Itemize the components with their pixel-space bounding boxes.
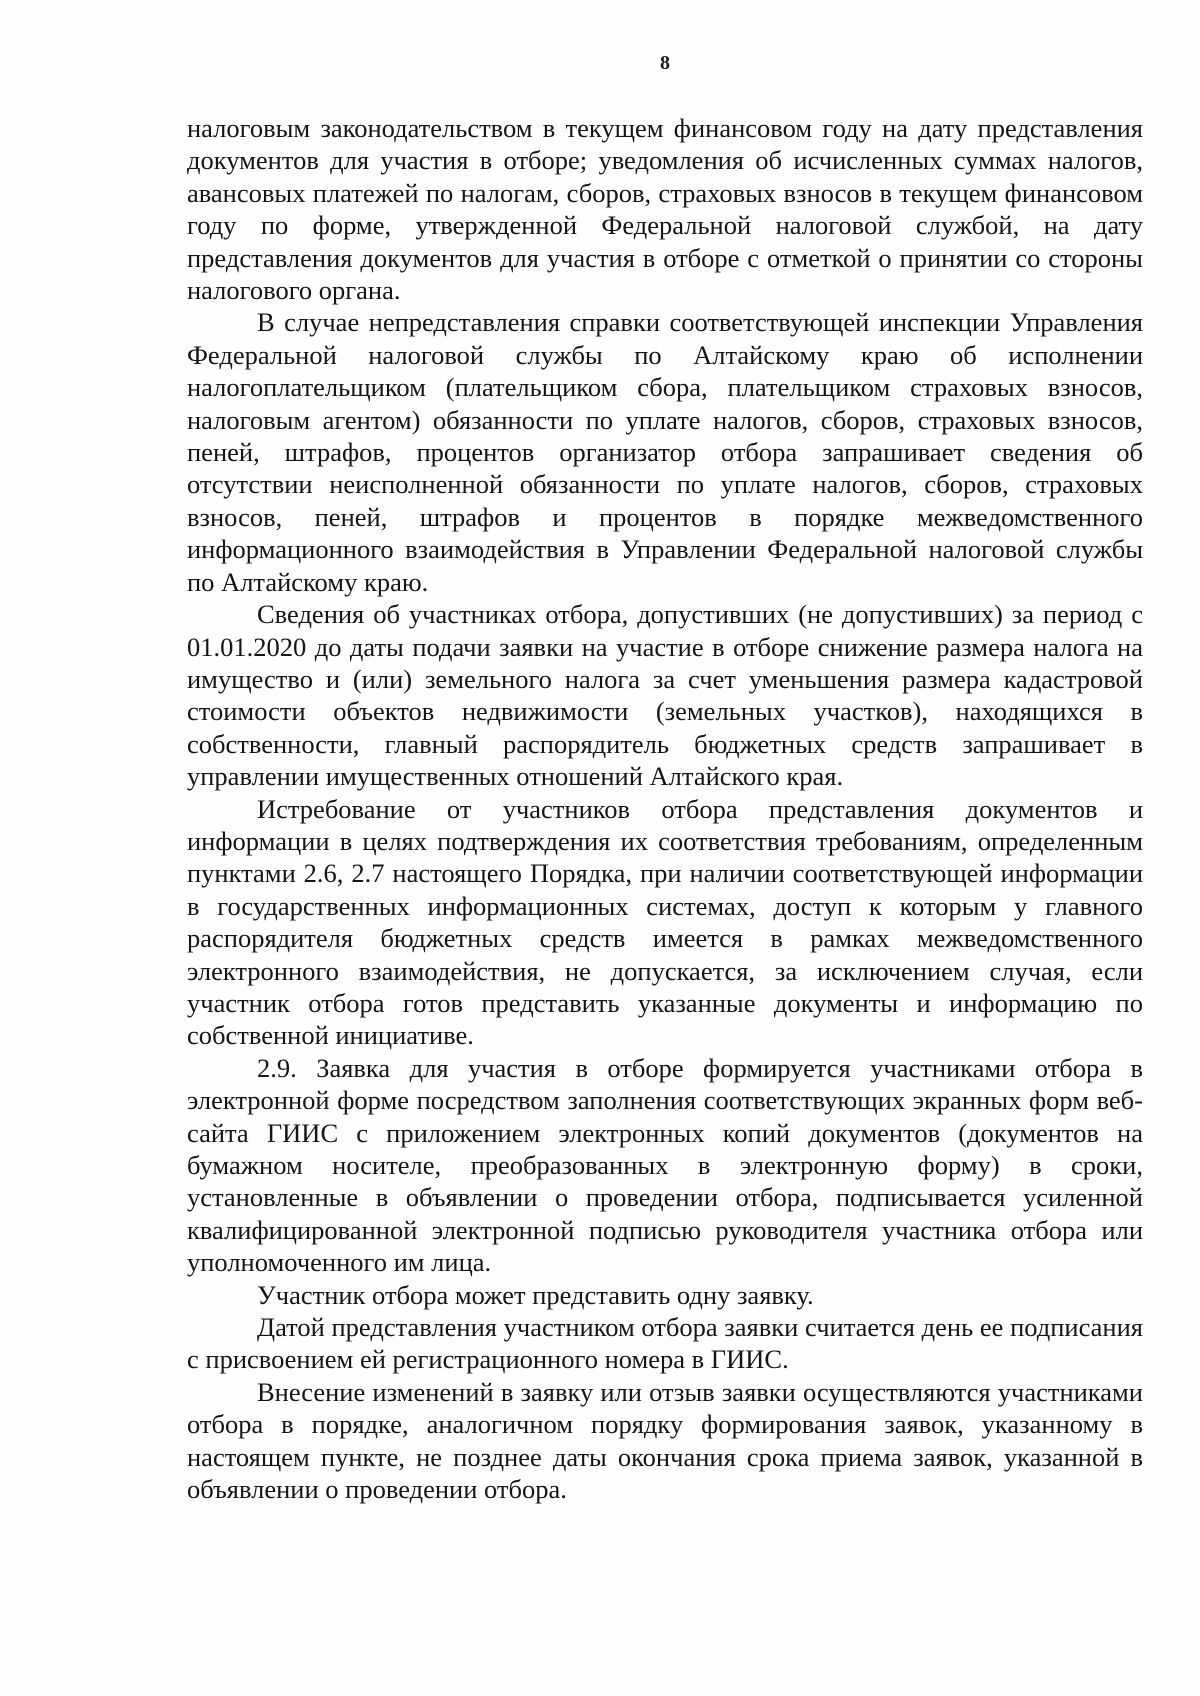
document-body bbox=[187, 112, 1143, 1505]
paragraph-certificate-absence: В случае непредставления справки соответствующей инспекции Управления Федеральной налоговой службы по Алтайскому краю об исполнении налогоплательщиком (плательщиком сбора, плательщиком страховых взносов, налоговым агентом) обязанности по уплате налогов, сборов, страховых взносов, пеней, штрафов, процентов организатор отбора запрашивает сведения об отсутствии неисполненной обязанности по уплате налогов, сборов, страховых взносов, пеней, штрафов и процентов в порядке межведомственного информационного взаимодействия в Управлении Федеральной налоговой службы по Алтайскому краю. bbox=[187, 307, 1143, 597]
paragraph-single-application: Участник отбора может представить одну заявку. bbox=[257, 1279, 814, 1310]
paragraph-tax-legislation-continuation: налоговым законодательством в текущем финансовом году на дату представления документов для участия в отборе; уведомления об исчисленных суммах налогов, авансовых платежей по налогам, сборов, страховых взносов в текущем финансовом году по форме, утвержденной Федеральной налоговой службой, на дату представления документов для участия в отборе с отметкой о принятии со стороны налогового органа. bbox=[187, 113, 1143, 306]
paragraph-application-formation: 2.9. Заявка для участия в отборе формируется участниками отбора в электронной форме посредством заполнения соответствующих экранных форм веб-сайта ГИИС с приложением электронных копий документов (документов на бумажном носителе, преобразованных в электронную форму) в сроки, установленные в объявлении о проведении отбора, подписывается усиленной квалифицированной электронной подписью руководителя участника отбора или уполномоченного им лица. bbox=[187, 1052, 1143, 1278]
paragraph-submission-date: Датой представления участником отбора заявки считается день ее подписания с присвоением ей регистрационного номера в ГИИС. bbox=[187, 1312, 1143, 1375]
paragraph-document-demand-restriction: Истребование от участников отбора представления документов и информации в целях подтверждения их соответствия требованиям, определенным пунктами 2.6, 2.7 настоящего Порядка, при наличии соответствующей информации в государственных информационных системах, доступ к которым у главного распорядителя бюджетных средств имеется в рамках межведомственного электронного взаимодействия, не допускается, за исключением случая, если участник отбора готов представить указанные документы и информацию по собственной инициативе. bbox=[187, 793, 1143, 1051]
paragraph-participant-info-request: Сведения об участниках отбора, допустивших (не допустивших) за период с 01.01.2020 до даты подачи заявки на участие в отборе снижение размера налога на имущество и (или) земельного налога за счет уменьшения размера кадастровой стоимости объектов недвижимости (земельных участков), находящихся в собственности, главный распорядитель бюджетных средств запрашивает в управлении имущественных отношений Алтайского края. bbox=[187, 599, 1143, 792]
paragraph-application-changes: Внесение изменений в заявку или отзыв заявки осуществляются участниками отбора в порядке, аналогичном порядку формирования заявок, указанному в настоящем пункте, не позднее даты окончания срока приема заявок, указанной в объявлении о проведении отбора. bbox=[187, 1376, 1143, 1505]
page-number: 8 bbox=[660, 52, 670, 74]
